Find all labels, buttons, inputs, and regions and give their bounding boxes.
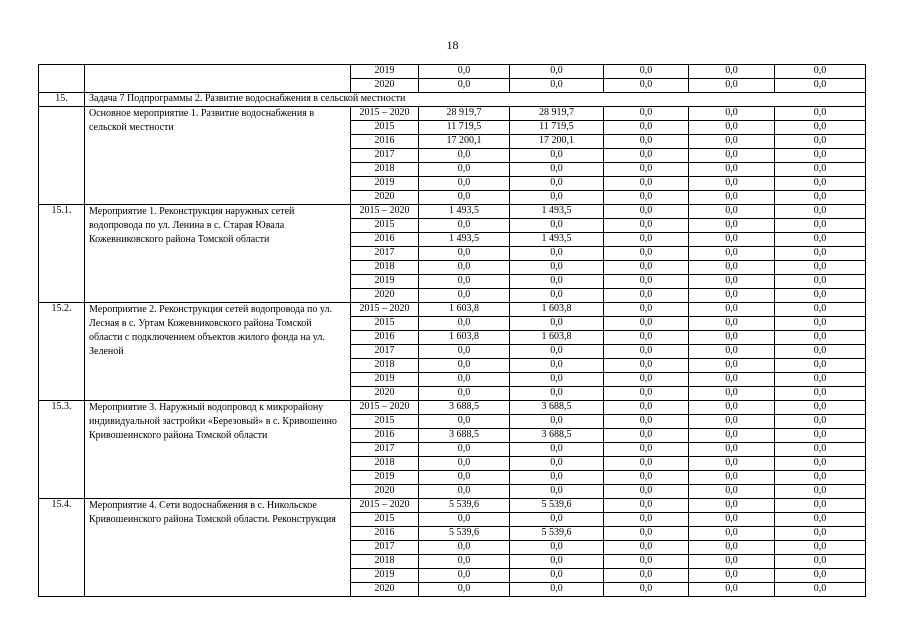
value-cell: 0,0 — [604, 317, 689, 331]
value-cell: 0,0 — [604, 387, 689, 401]
value-cell: 0,0 — [604, 79, 689, 93]
year-cell: 2019 — [351, 177, 419, 191]
value-cell: 0,0 — [510, 569, 604, 583]
year-cell: 2015 – 2020 — [351, 499, 419, 513]
value-cell: 0,0 — [604, 359, 689, 373]
year-cell: 2017 — [351, 541, 419, 555]
value-cell: 0,0 — [689, 513, 775, 527]
value-cell: 0,0 — [510, 443, 604, 457]
value-cell: 0,0 — [604, 191, 689, 205]
value-cell: 0,0 — [775, 387, 866, 401]
value-cell: 0,0 — [775, 513, 866, 527]
value-cell: 0,0 — [419, 149, 510, 163]
value-cell: 1 603,8 — [510, 303, 604, 317]
year-cell: 2018 — [351, 163, 419, 177]
value-cell: 0,0 — [419, 415, 510, 429]
year-cell: 2019 — [351, 275, 419, 289]
value-cell: 0,0 — [775, 317, 866, 331]
value-cell: 0,0 — [419, 275, 510, 289]
value-cell: 0,0 — [689, 583, 775, 597]
value-cell: 0,0 — [689, 317, 775, 331]
year-cell: 2016 — [351, 429, 419, 443]
value-cell: 0,0 — [689, 135, 775, 149]
value-cell: 0,0 — [419, 177, 510, 191]
value-cell: 0,0 — [604, 163, 689, 177]
value-cell: 0,0 — [419, 541, 510, 555]
value-cell: 0,0 — [689, 471, 775, 485]
value-cell: 0,0 — [604, 541, 689, 555]
value-cell: 3 688,5 — [510, 401, 604, 415]
value-cell: 0,0 — [604, 513, 689, 527]
value-cell: 0,0 — [775, 485, 866, 499]
value-cell: 0,0 — [510, 485, 604, 499]
value-cell: 0,0 — [419, 261, 510, 275]
value-cell: 0,0 — [689, 219, 775, 233]
value-cell: 0,0 — [689, 303, 775, 317]
value-cell: 0,0 — [775, 163, 866, 177]
year-cell: 2015 – 2020 — [351, 107, 419, 121]
value-cell: 0,0 — [604, 177, 689, 191]
year-cell: 2020 — [351, 289, 419, 303]
value-cell: 0,0 — [510, 317, 604, 331]
value-cell: 0,0 — [510, 387, 604, 401]
activity-name-cell: Мероприятие 1. Реконструкция наружных сетей водопровода по ул. Ленина в с. Старая Ювала Кожевниковского района Томской области — [85, 205, 351, 303]
value-cell: 0,0 — [604, 345, 689, 359]
value-cell: 0,0 — [510, 191, 604, 205]
value-cell: 0,0 — [604, 401, 689, 415]
value-cell: 0,0 — [775, 373, 866, 387]
value-cell: 0,0 — [604, 373, 689, 387]
section-title: Задача 7 Подпрограммы 2. Развитие водоснабжения в сельской местности — [85, 93, 866, 107]
row-number-cell: 15.4. — [39, 499, 85, 597]
value-cell: 0,0 — [604, 205, 689, 219]
value-cell: 0,0 — [604, 471, 689, 485]
value-cell: 0,0 — [510, 79, 604, 93]
value-cell: 0,0 — [775, 79, 866, 93]
value-cell: 0,0 — [419, 65, 510, 79]
value-cell: 0,0 — [604, 121, 689, 135]
value-cell: 0,0 — [510, 345, 604, 359]
value-cell: 0,0 — [419, 345, 510, 359]
value-cell: 0,0 — [510, 415, 604, 429]
value-cell: 3 688,5 — [510, 429, 604, 443]
year-cell: 2019 — [351, 373, 419, 387]
value-cell: 0,0 — [419, 569, 510, 583]
year-cell: 2016 — [351, 233, 419, 247]
value-cell: 0,0 — [689, 331, 775, 345]
year-cell: 2019 — [351, 471, 419, 485]
value-cell: 0,0 — [689, 359, 775, 373]
value-cell: 0,0 — [419, 513, 510, 527]
year-cell: 2015 – 2020 — [351, 401, 419, 415]
value-cell: 0,0 — [689, 429, 775, 443]
value-cell: 0,0 — [689, 527, 775, 541]
value-cell: 0,0 — [604, 527, 689, 541]
table-row — [39, 65, 866, 79]
value-cell: 0,0 — [775, 569, 866, 583]
year-cell: 2018 — [351, 555, 419, 569]
value-cell: 0,0 — [775, 261, 866, 275]
value-cell: 0,0 — [604, 583, 689, 597]
value-cell: 0,0 — [775, 527, 866, 541]
year-cell: 2015 — [351, 415, 419, 429]
value-cell: 0,0 — [419, 387, 510, 401]
value-cell: 1 603,8 — [419, 331, 510, 345]
row-number-cell: 15.1. — [39, 205, 85, 303]
value-cell: 0,0 — [775, 205, 866, 219]
value-cell: 3 688,5 — [419, 401, 510, 415]
value-cell: 0,0 — [775, 555, 866, 569]
value-cell: 0,0 — [775, 359, 866, 373]
value-cell: 0,0 — [419, 485, 510, 499]
value-cell: 0,0 — [689, 569, 775, 583]
year-cell: 2017 — [351, 247, 419, 261]
value-cell: 11 719,5 — [510, 121, 604, 135]
value-cell: 0,0 — [510, 261, 604, 275]
value-cell: 0,0 — [775, 219, 866, 233]
value-cell: 0,0 — [419, 247, 510, 261]
year-cell: 2018 — [351, 261, 419, 275]
activity-name-cell — [85, 65, 351, 93]
value-cell: 28 919,7 — [419, 107, 510, 121]
value-cell: 0,0 — [604, 149, 689, 163]
value-cell: 0,0 — [604, 415, 689, 429]
value-cell: 17 200,1 — [510, 135, 604, 149]
row-number-cell — [39, 107, 85, 205]
value-cell: 0,0 — [689, 177, 775, 191]
value-cell: 0,0 — [775, 429, 866, 443]
value-cell: 0,0 — [419, 289, 510, 303]
value-cell: 17 200,1 — [419, 135, 510, 149]
table-row — [39, 499, 866, 513]
section-row — [39, 93, 866, 107]
value-cell: 0,0 — [510, 149, 604, 163]
value-cell: 0,0 — [419, 359, 510, 373]
value-cell: 0,0 — [419, 373, 510, 387]
value-cell: 0,0 — [510, 457, 604, 471]
value-cell: 0,0 — [604, 485, 689, 499]
value-cell: 1 603,8 — [510, 331, 604, 345]
value-cell: 0,0 — [419, 555, 510, 569]
year-cell: 2017 — [351, 149, 419, 163]
value-cell: 0,0 — [689, 401, 775, 415]
value-cell: 0,0 — [419, 443, 510, 457]
page-number: 18 — [446, 38, 459, 52]
row-number-cell — [39, 65, 85, 93]
value-cell: 0,0 — [775, 191, 866, 205]
value-cell: 0,0 — [604, 457, 689, 471]
value-cell: 0,0 — [775, 149, 866, 163]
value-cell: 0,0 — [419, 583, 510, 597]
value-cell: 0,0 — [689, 233, 775, 247]
value-cell: 0,0 — [775, 121, 866, 135]
value-cell: 0,0 — [419, 317, 510, 331]
value-cell: 0,0 — [510, 275, 604, 289]
year-cell: 2019 — [351, 65, 419, 79]
value-cell: 0,0 — [689, 191, 775, 205]
value-cell: 3 688,5 — [419, 429, 510, 443]
year-cell: 2015 — [351, 513, 419, 527]
value-cell: 0,0 — [775, 401, 866, 415]
value-cell: 0,0 — [689, 275, 775, 289]
value-cell: 0,0 — [510, 471, 604, 485]
value-cell: 0,0 — [775, 415, 866, 429]
value-cell: 1 493,5 — [510, 233, 604, 247]
value-cell: 0,0 — [689, 555, 775, 569]
value-cell: 0,0 — [775, 65, 866, 79]
table-row — [39, 107, 866, 121]
year-cell: 2020 — [351, 485, 419, 499]
value-cell: 0,0 — [689, 121, 775, 135]
value-cell: 0,0 — [689, 163, 775, 177]
value-cell: 0,0 — [510, 219, 604, 233]
year-cell: 2016 — [351, 135, 419, 149]
value-cell: 0,0 — [689, 541, 775, 555]
activity-name-cell: Мероприятие 2. Реконструкция сетей водопровода по ул. Лесная в с. Уртам Кожевниковского района Томской области с подключением объектов жилого фонда на ул. Зеленой — [85, 303, 351, 401]
value-cell: 0,0 — [689, 415, 775, 429]
value-cell: 0,0 — [775, 443, 866, 457]
value-cell: 11 719,5 — [419, 121, 510, 135]
value-cell: 0,0 — [510, 65, 604, 79]
value-cell: 0,0 — [689, 485, 775, 499]
value-cell: 0,0 — [604, 555, 689, 569]
year-cell: 2016 — [351, 527, 419, 541]
activity-name-cell: Основное мероприятие 1. Развитие водоснабжения в сельской местности — [85, 107, 351, 205]
year-cell: 2020 — [351, 191, 419, 205]
activity-name-cell: Мероприятие 3. Наружный водопровод к микрорайону индивидуальной застройки «Березовый» в с. Кривошеино Кривошеинского района Томской области — [85, 401, 351, 499]
value-cell: 0,0 — [604, 107, 689, 121]
value-cell: 0,0 — [604, 219, 689, 233]
value-cell: 0,0 — [689, 289, 775, 303]
value-cell: 0,0 — [689, 79, 775, 93]
value-cell: 0,0 — [689, 205, 775, 219]
value-cell: 0,0 — [775, 457, 866, 471]
value-cell: 0,0 — [604, 233, 689, 247]
value-cell: 0,0 — [510, 513, 604, 527]
value-cell: 5 539,6 — [510, 527, 604, 541]
row-number-cell: 15.3. — [39, 401, 85, 499]
value-cell: 0,0 — [775, 233, 866, 247]
value-cell: 5 539,6 — [419, 527, 510, 541]
value-cell: 0,0 — [604, 275, 689, 289]
year-cell: 2020 — [351, 583, 419, 597]
value-cell: 0,0 — [604, 429, 689, 443]
value-cell: 0,0 — [510, 583, 604, 597]
value-cell: 0,0 — [419, 457, 510, 471]
value-cell: 0,0 — [775, 583, 866, 597]
value-cell: 0,0 — [510, 247, 604, 261]
value-cell: 0,0 — [510, 359, 604, 373]
value-cell: 0,0 — [775, 177, 866, 191]
value-cell: 0,0 — [419, 219, 510, 233]
value-cell: 0,0 — [689, 387, 775, 401]
value-cell: 0,0 — [604, 443, 689, 457]
value-cell: 0,0 — [510, 177, 604, 191]
row-number-cell: 15.2. — [39, 303, 85, 401]
value-cell: 0,0 — [510, 541, 604, 555]
year-cell: 2019 — [351, 569, 419, 583]
value-cell: 0,0 — [689, 149, 775, 163]
value-cell: 0,0 — [510, 163, 604, 177]
table-row — [39, 401, 866, 415]
value-cell: 0,0 — [604, 303, 689, 317]
section-number: 15. — [39, 93, 85, 107]
value-cell: 0,0 — [689, 65, 775, 79]
value-cell: 1 493,5 — [419, 205, 510, 219]
value-cell: 5 539,6 — [419, 499, 510, 513]
year-cell: 2016 — [351, 331, 419, 345]
value-cell: 0,0 — [604, 247, 689, 261]
value-cell: 1 493,5 — [419, 233, 510, 247]
value-cell: 0,0 — [775, 247, 866, 261]
year-cell: 2020 — [351, 79, 419, 93]
year-cell: 2015 – 2020 — [351, 205, 419, 219]
value-cell: 0,0 — [604, 135, 689, 149]
value-cell: 0,0 — [510, 289, 604, 303]
value-cell: 1 493,5 — [510, 205, 604, 219]
year-cell: 2015 — [351, 219, 419, 233]
value-cell: 0,0 — [419, 471, 510, 485]
value-cell: 0,0 — [510, 555, 604, 569]
value-cell: 0,0 — [775, 345, 866, 359]
value-cell: 0,0 — [689, 261, 775, 275]
value-cell: 5 539,6 — [510, 499, 604, 513]
value-cell: 0,0 — [775, 275, 866, 289]
value-cell: 0,0 — [604, 261, 689, 275]
value-cell: 0,0 — [419, 191, 510, 205]
value-cell: 0,0 — [419, 79, 510, 93]
value-cell: 0,0 — [775, 331, 866, 345]
value-cell: 0,0 — [689, 457, 775, 471]
value-cell: 0,0 — [419, 163, 510, 177]
value-cell: 0,0 — [604, 331, 689, 345]
value-cell: 0,0 — [689, 499, 775, 513]
year-cell: 2017 — [351, 443, 419, 457]
budget-table — [38, 64, 866, 597]
value-cell: 0,0 — [775, 135, 866, 149]
value-cell: 0,0 — [689, 107, 775, 121]
value-cell: 0,0 — [604, 65, 689, 79]
year-cell: 2017 — [351, 345, 419, 359]
value-cell: 0,0 — [775, 303, 866, 317]
value-cell: 0,0 — [775, 289, 866, 303]
table-row — [39, 303, 866, 317]
value-cell: 0,0 — [604, 499, 689, 513]
year-cell: 2020 — [351, 387, 419, 401]
value-cell: 0,0 — [775, 499, 866, 513]
value-cell: 0,0 — [775, 471, 866, 485]
year-cell: 2015 — [351, 121, 419, 135]
year-cell: 2018 — [351, 359, 419, 373]
value-cell: 0,0 — [604, 569, 689, 583]
value-cell: 1 603,8 — [419, 303, 510, 317]
value-cell: 0,0 — [775, 107, 866, 121]
value-cell: 0,0 — [689, 373, 775, 387]
activity-name-cell: Мероприятие 4. Сети водоснабжения в с. Никольское Кривошеинского района Томской области. Реконструкция — [85, 499, 351, 597]
value-cell: 0,0 — [510, 373, 604, 387]
table-row — [39, 205, 866, 219]
year-cell: 2018 — [351, 457, 419, 471]
value-cell: 0,0 — [604, 289, 689, 303]
value-cell: 28 919,7 — [510, 107, 604, 121]
value-cell: 0,0 — [689, 247, 775, 261]
value-cell: 0,0 — [689, 443, 775, 457]
year-cell: 2015 — [351, 317, 419, 331]
value-cell: 0,0 — [689, 345, 775, 359]
value-cell: 0,0 — [775, 541, 866, 555]
year-cell: 2015 – 2020 — [351, 303, 419, 317]
